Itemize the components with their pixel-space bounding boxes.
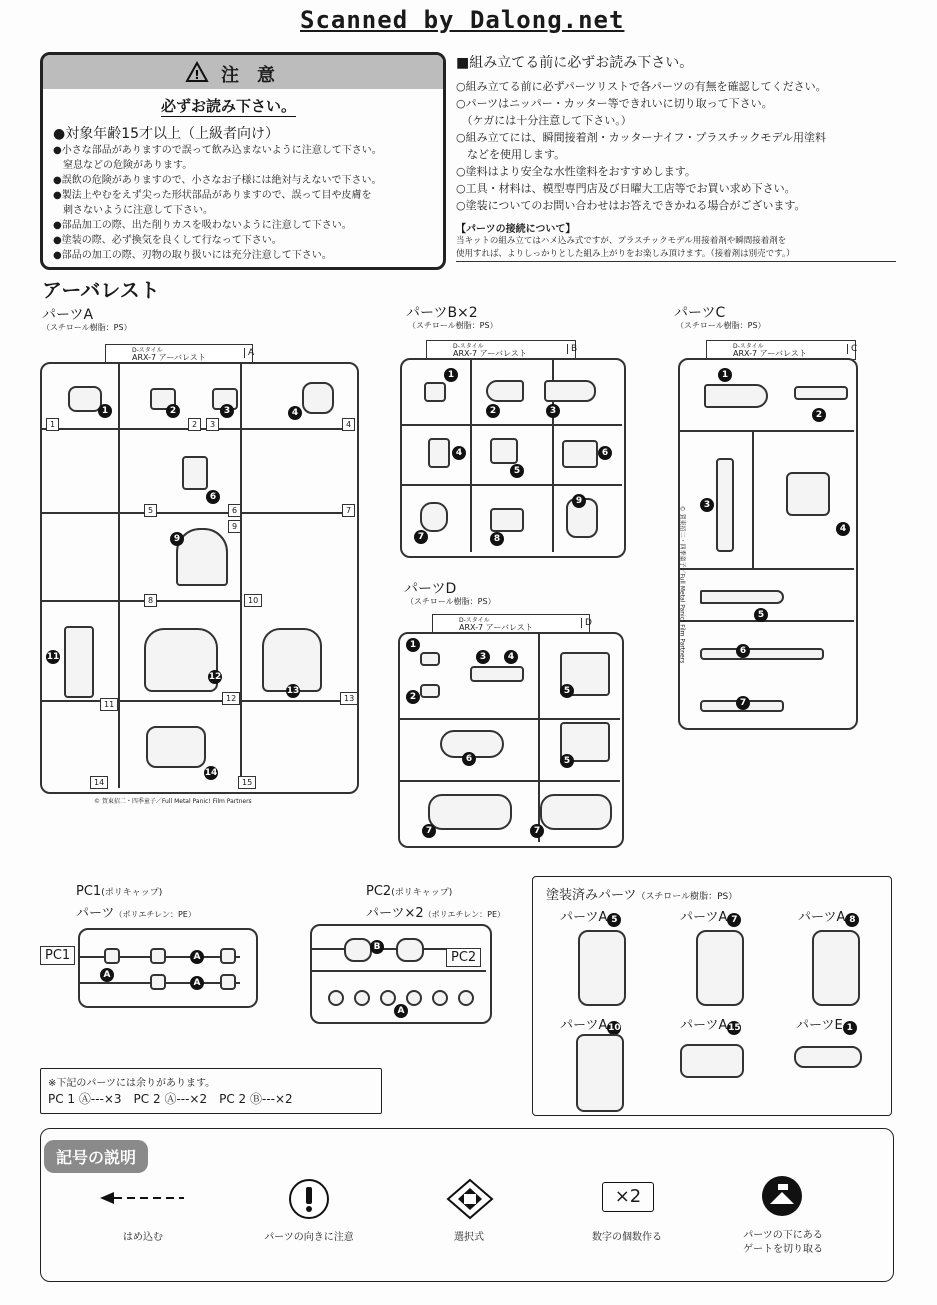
- pc1-subtitle-main: パーツ: [76, 906, 115, 921]
- pc2-letter-badge: B: [370, 940, 384, 954]
- runner-c-part: [700, 648, 824, 660]
- painted-part-label: [560, 906, 621, 926]
- pc1-letter-badge: A: [190, 976, 204, 990]
- runner-a-bar: [42, 600, 242, 602]
- runner-a-part: [144, 628, 218, 692]
- connection-text: 使用すれば、よりしっかりとした組み上がりをお楽しみ頂けます。（接着剤は別売です。）: [456, 248, 896, 262]
- gate-number: 15: [238, 776, 256, 789]
- runner-c-bar: [680, 568, 854, 570]
- arrow-icon: [100, 1190, 184, 1210]
- painted-part-label: [560, 1014, 621, 1034]
- runner-c-part: [716, 458, 734, 552]
- before-assembly-item: ○パーツはニッパー・カッター等できれいに切り取って下さい。: [456, 97, 773, 110]
- connection-text: 当キットの組み立てはハメ込み式ですが、プラスチックモデル用接着剤や瞬間接着剤を: [456, 236, 787, 246]
- runner-d-part: [420, 684, 440, 698]
- runner-c-bar: [752, 430, 754, 570]
- exclamation-icon: [288, 1178, 330, 1224]
- painted-parts-title-sub: （スチロール樹脂：PS）: [636, 892, 738, 902]
- painted-part-label: [680, 1014, 741, 1034]
- part-number-badge: 2: [406, 690, 420, 704]
- part-number-badge: 6: [462, 752, 476, 766]
- warning-triangle-icon: [185, 61, 209, 87]
- gate-number: 5: [144, 504, 157, 517]
- pc1-cap: [220, 948, 236, 964]
- part-number-badge: 4: [288, 406, 302, 420]
- painted-part-label: [680, 906, 741, 926]
- pc2-cap: [432, 990, 448, 1006]
- runner-a-bar: [118, 364, 120, 788]
- pc2-cap: [328, 990, 344, 1006]
- gate-number: 1: [46, 418, 59, 431]
- caution-item: ●誤飲の危険がありますので、小さなお子様には絶対与えないで下さい。: [53, 175, 382, 186]
- runner-a-header: [105, 344, 253, 364]
- svg-text:!: !: [194, 68, 200, 82]
- part-number-badge: 6: [598, 446, 612, 460]
- pc1-cap: [150, 974, 166, 990]
- part-number-badge: 3: [546, 404, 560, 418]
- part-number-badge: 1: [718, 368, 732, 382]
- runner-d-title: パーツD: [404, 581, 457, 597]
- painted-part-shape: [578, 930, 626, 1006]
- painted-part-shape: [812, 930, 860, 1006]
- runner-d-part: [420, 652, 440, 666]
- connection-title: 【パーツの接続について】: [456, 224, 576, 235]
- section-title: アーバレスト: [42, 278, 160, 302]
- pc1-subtitle-sub: （ポリエチレン：PE）: [114, 910, 196, 919]
- pc1-title: [76, 884, 162, 899]
- part-number-badge: 5: [560, 754, 574, 768]
- runner-d-header-text: ARX-7 アーバレスト: [459, 623, 533, 632]
- runner-d-header: [432, 614, 590, 634]
- runner-c-header-small: D-スタイル: [733, 343, 764, 350]
- extras-note: ※下記のパーツには余りがあります。: [48, 1078, 216, 1089]
- before-assembly-item: ○工具・材料は、模型専門店及び日曜大工店等でお買い求め下さい。: [456, 182, 796, 195]
- runner-b-part: [424, 382, 446, 402]
- pc2-subtitle-main: パーツ×2: [366, 906, 424, 921]
- runner-b-letter: B: [567, 344, 577, 354]
- part-number-badge: 5: [607, 913, 621, 927]
- runner-b-bar: [402, 424, 622, 426]
- pc2-cap: [458, 990, 474, 1006]
- part-number-badge: 5: [754, 608, 768, 622]
- runner-d-header-small: D-スタイル: [459, 617, 490, 624]
- runner-a-part: [146, 726, 206, 768]
- runner-c-bar: [680, 430, 854, 432]
- part-number-badge: 8: [490, 532, 504, 546]
- before-assembly-item: （ケガには十分注意して下さい。）: [456, 114, 632, 127]
- runner-c-title: パーツC: [674, 305, 726, 321]
- pc1-letter-badge: A: [190, 950, 204, 964]
- caution-item: ●部品加工の際、出た削りカスを吸わないように注意して下さい。: [53, 220, 352, 231]
- runner-b-part: [490, 508, 524, 532]
- runner-d-part: [428, 794, 512, 830]
- pc1-letter-badge: A: [100, 968, 114, 982]
- pc1-cap: [220, 974, 236, 990]
- before-assembly-item: などを使用します。: [456, 148, 566, 161]
- runner-c-copyright: © 賀東招二・四季童子／Full Metal Panic! Film Partners: [678, 505, 686, 664]
- part-number-badge: 10: [608, 1023, 621, 1033]
- before-assembly-item: ○組み立てには、瞬間接着剤・カッターナイフ・プラスチックモデル用塗料: [456, 131, 826, 144]
- pc2-title: [366, 884, 452, 899]
- runner-a-part: [262, 628, 322, 692]
- painted-part-name: パーツA: [798, 910, 846, 925]
- runner-a-copyright: © 賀東招二・四季童子／Full Metal Panic! Film Partners: [94, 798, 252, 805]
- gate-number: 7: [342, 504, 355, 517]
- painted-part-name: パーツA: [680, 1018, 728, 1033]
- runner-b-header-small: D-スタイル: [453, 343, 484, 350]
- runner-b-bar: [402, 484, 622, 486]
- painted-part-shape: [576, 1034, 624, 1112]
- part-number-badge: 6: [736, 644, 750, 658]
- runner-c-part: [704, 384, 768, 408]
- pc1-cap: [104, 948, 120, 964]
- painted-part-shape: [794, 1046, 862, 1068]
- gate-number: 10: [244, 594, 262, 607]
- legend-label: パーツの向きに注意: [264, 1232, 354, 1243]
- pc2-cap: [396, 938, 424, 962]
- legend-title: 記号の説明: [44, 1140, 148, 1173]
- runner-c-letter: C: [847, 344, 857, 354]
- part-number-badge: 7: [414, 530, 428, 544]
- age-notice: ●対象年齢15才以上（上級者向け）: [53, 126, 280, 142]
- part-number-badge: 1: [406, 638, 420, 652]
- runner-b-material: （スチロール樹脂：PS）: [408, 321, 498, 330]
- gate-number: 12: [222, 692, 240, 705]
- pc2-label: PC2: [446, 948, 481, 967]
- part-number-badge: 15: [728, 1023, 741, 1033]
- caution-item: 刺さないように注意して下さい。: [53, 205, 213, 216]
- pc2-cap: [344, 938, 372, 962]
- runner-a-material: （スチロール樹脂：PS）: [42, 323, 132, 332]
- runner-c-header-text: ARX-7 アーバレスト: [733, 349, 807, 358]
- runner-d-letter: D: [581, 618, 592, 628]
- runner-a-title: パーツA: [42, 307, 94, 323]
- runner-d-bar: [400, 780, 620, 782]
- runner-d-bar: [400, 718, 620, 720]
- pc1-title-sub: (ポリキャップ): [101, 888, 163, 898]
- runner-a-bar: [42, 700, 355, 702]
- pc2-title-sub: (ポリキャップ): [391, 888, 453, 898]
- gate-number: 11: [100, 698, 118, 711]
- gate-number: 6: [228, 504, 241, 517]
- runner-c-part: [794, 386, 848, 400]
- runner-d-part: [540, 794, 612, 830]
- runner-b-title: パーツB×2: [406, 305, 478, 321]
- part-number-badge: 2: [812, 408, 826, 422]
- part-number-badge: 11: [46, 652, 60, 662]
- painted-part-name: パーツA: [560, 910, 608, 925]
- pc1-cap: [150, 948, 166, 964]
- runner-a-part: [68, 386, 102, 412]
- must-read-label: 必ずお読み下さい。: [161, 97, 297, 115]
- runner-b-part: [490, 438, 518, 464]
- part-number-badge: 13: [286, 686, 300, 696]
- caution-list: [53, 143, 443, 263]
- before-assembly-item: ○塗料はより安全な水性塗料をおすすめします。: [456, 165, 696, 178]
- part-number-badge: 8: [845, 913, 859, 927]
- select-icon: [444, 1178, 496, 1224]
- runner-a-letter: A: [244, 348, 254, 358]
- painted-part-shape: [696, 930, 744, 1006]
- runner-c-part: [700, 590, 784, 604]
- runner-b-header: [426, 340, 576, 360]
- part-number-badge: 4: [836, 522, 850, 536]
- pc2-letter-badge: A: [394, 1004, 408, 1018]
- part-number-badge: 14: [204, 768, 218, 778]
- pc2-cap: [354, 990, 370, 1006]
- pc2-subtitle-sub: （ポリエチレン：PE）: [423, 910, 506, 919]
- runner-b-part: [562, 440, 598, 468]
- runner-a-part: [64, 626, 94, 698]
- caution-item: ●部品の加工の際、刃物の取り扱いには充分注意して下さい。: [53, 250, 332, 261]
- runner-b-header-text: ARX-7 アーバレスト: [453, 349, 527, 358]
- part-number-badge: 7: [727, 913, 741, 927]
- legend-label: 数字の個数作る: [592, 1232, 662, 1243]
- pc1-title-main: PC1: [76, 884, 102, 899]
- part-number-badge: 9: [170, 532, 184, 546]
- painted-part-label: [798, 906, 859, 926]
- runner-c-header: [706, 340, 856, 360]
- runner-b-part: [428, 438, 450, 468]
- pc1-label: PC1: [40, 946, 75, 965]
- gate-number: 2: [188, 418, 201, 431]
- part-number-badge: 2: [486, 404, 500, 418]
- caution-item: ●塗装の際、必ず換気を良くして行なって下さい。: [53, 235, 282, 246]
- part-number-badge: 7: [422, 824, 436, 838]
- legend-label: 選択式: [454, 1232, 484, 1243]
- gate-number: 13: [340, 692, 358, 705]
- part-number-badge: 9: [572, 494, 586, 508]
- pc2-bar: [312, 970, 486, 972]
- before-assembly-item: ○組み立てる前に必ずパーツリストで各パーツの有無を確認してください。: [456, 80, 827, 93]
- part-number-badge: 6: [206, 490, 220, 504]
- runner-a-part: [302, 382, 334, 414]
- painted-parts-title-main: 塗装済みパーツ: [546, 888, 637, 903]
- part-number-badge: 3: [700, 498, 714, 512]
- before-assembly: [456, 52, 896, 262]
- times2-symbol: ×2: [614, 1186, 642, 1207]
- part-number-badge: 7: [736, 696, 750, 710]
- gate-number: 8: [144, 594, 157, 607]
- legend-label: はめ込む: [123, 1232, 163, 1243]
- painted-part-label: [796, 1014, 857, 1034]
- painted-parts-title: [546, 884, 737, 903]
- runner-a-bar: [42, 512, 355, 514]
- caution-title: 注 意: [221, 65, 275, 86]
- runner-c-part: [786, 472, 830, 516]
- pc1-subtitle: [76, 902, 196, 921]
- gate-number: 9: [228, 520, 241, 533]
- gate-number: 4: [342, 418, 355, 431]
- runner-a-header-text: ARX-7 アーバレスト: [132, 353, 206, 362]
- runner-c-material: （スチロール樹脂：PS）: [676, 321, 766, 330]
- runner-a-bar: [240, 364, 242, 788]
- pc2-cap: [380, 990, 396, 1006]
- pc2-subtitle: [366, 902, 505, 921]
- gate-number: 3: [206, 418, 219, 431]
- times2-icon: [602, 1182, 654, 1212]
- legend-label: パーツの下にある: [743, 1230, 823, 1241]
- runner-b-part: [544, 380, 596, 402]
- runner-b-part: [420, 502, 448, 532]
- part-number-badge: 7: [530, 824, 544, 838]
- gate-icon: [760, 1174, 804, 1222]
- part-number-badge: 4: [452, 446, 466, 460]
- part-number-badge: 5: [560, 684, 574, 698]
- runner-d-part: [470, 666, 524, 682]
- part-number-badge: 5: [510, 464, 524, 478]
- runner-c-bar: [680, 620, 854, 622]
- extras-line: PC 1 Ⓐ---×3 PC 2 Ⓐ---×2 PC 2 Ⓑ---×2: [48, 1092, 293, 1106]
- part-number-badge: 12: [208, 672, 222, 682]
- runner-a-part: [182, 456, 208, 490]
- painted-part-name: パーツE: [796, 1018, 843, 1033]
- caution-item: ●製法上やむをえず尖った形状部品がありますので、誤って目や皮膚を: [53, 190, 372, 201]
- caution-item: 窒息などの危険があります。: [53, 160, 193, 171]
- part-number-badge: 1: [444, 368, 458, 382]
- runner-d-material: （スチロール樹脂：PS）: [406, 597, 496, 606]
- caution-item: ●小さな部品がありますので誤って飲み込まないように注意して下さい。: [53, 145, 382, 156]
- pc2-title-main: PC2: [366, 884, 392, 899]
- caution-box: [40, 52, 446, 270]
- painted-part-name: パーツA: [560, 1018, 608, 1033]
- legend-label: ゲートを切り取る: [743, 1244, 823, 1255]
- runner-b-bar: [470, 360, 472, 552]
- runner-a-header-small: D-スタイル: [132, 347, 163, 354]
- runner-c-frame: [678, 358, 858, 730]
- pc2-cap: [406, 990, 422, 1006]
- before-assembly-item: ○塗装についてのお問い合わせはお答えできかねる場合がございます。: [456, 199, 806, 212]
- part-number-badge: 1: [98, 404, 112, 418]
- before-assembly-title: ■組み立てる前に必ずお読み下さい。: [456, 55, 694, 71]
- part-number-badge: 3: [220, 404, 234, 418]
- part-number-badge: 2: [166, 404, 180, 418]
- painted-part-name: パーツA: [680, 910, 728, 925]
- watermark: Scanned by Dalong.net: [300, 6, 625, 34]
- part-number-badge: 1: [843, 1021, 857, 1035]
- runner-b-part: [486, 380, 524, 402]
- painted-part-shape: [680, 1044, 744, 1078]
- gate-number: 14: [90, 776, 108, 789]
- part-number-badge: 4: [504, 650, 518, 664]
- part-number-badge: 3: [476, 650, 490, 664]
